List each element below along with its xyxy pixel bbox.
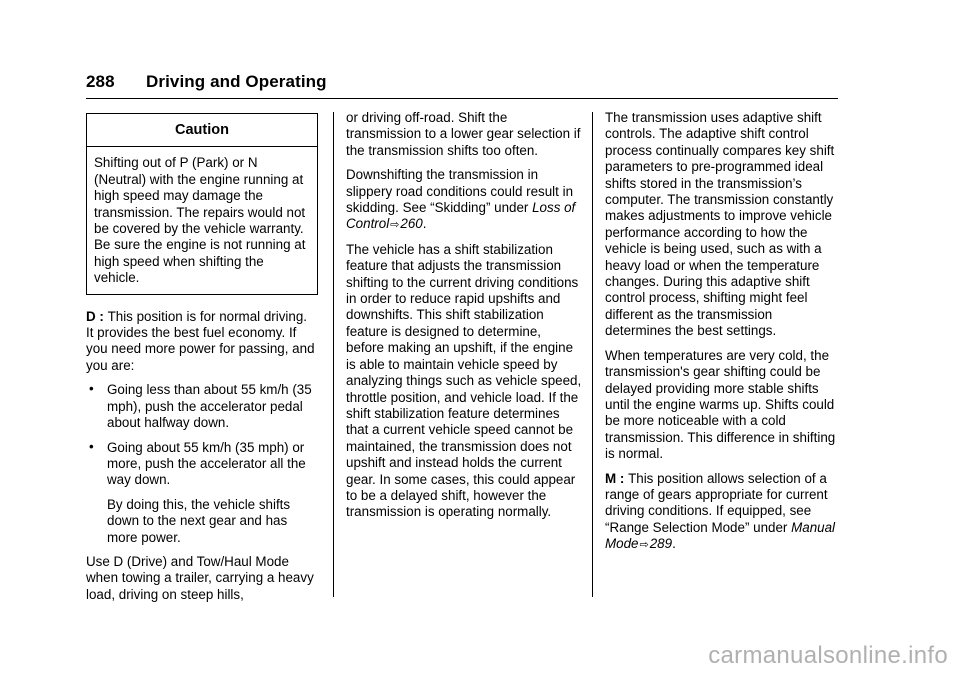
cross-reference-link[interactable]: Manual Mode (605, 519, 836, 552)
page-reference[interactable]: 289 (649, 536, 673, 552)
indented-note: By doing this, the vehicle shifts down to the next gear and has more power. (107, 496, 291, 545)
cross-reference-link[interactable]: Loss of Control (346, 200, 576, 232)
page-number: 288 (86, 72, 115, 91)
period: . (422, 216, 427, 232)
bullet-icon: • (89, 438, 94, 454)
list-item (86, 382, 318, 431)
column-divider-1 (333, 112, 334, 597)
column-divider-2 (592, 112, 593, 597)
manual-term: M : (605, 470, 629, 486)
downshift-paragraph (346, 167, 582, 234)
adaptive-paragraph: The transmission uses adaptive shift controls. The adaptive shift control process continually compares key shift parameters to pre-programmed ideal shifts stored in the transmission’s computer. The transmission constantly makes adjustments to improve vehicle performance according to how the vehicle is being used, such as with a heavy load or when the temperature changes. During this adaptive shift control process, shifting might feel different as the transmission determines the best settings. (605, 110, 835, 339)
downshift-text: Downshifting the transmission in slippery road conditions could result in skidding. See “Skidding” under (346, 167, 574, 216)
list-item-text: Going less than about 55 km/h (35 mph), push the accelerator pedal about halfway down. (107, 382, 312, 431)
list-item (86, 440, 318, 489)
watermark: carmanualsonline.info (708, 642, 948, 669)
drive-term: D : (86, 308, 108, 324)
period: . (672, 536, 676, 552)
manual-text: This position allows selection of a range of gears appropriate for current driving conditions. If equipped, see “Range Selection Mode” under (605, 470, 828, 535)
page-arrow-icon: ⇨ (390, 219, 400, 232)
bullet-icon: • (89, 381, 94, 397)
stabilization-paragraph: The vehicle has a shift stabilization feature that adjusts the transmission shifting to the current driving conditions in order to reduce rapid upshifts and downshifts. This shift stabilization feature is designed to determine, before making an upshift, if the engine is able to maintain vehicle speed by analyzing things such as vehicle speed, throttle position, and vehicle load. If the shift stabilization feature determines that a current vehicle speed cannot be maintained, the transmission does not upshift and instead holds the current gear. In some cases, this could appear to be a delayed shift, however the transmission is operating normally. (346, 241, 582, 520)
column-3 (605, 110, 838, 562)
section-title: Driving and Operating (146, 72, 327, 91)
drive-text: This position is for normal driving. It provides the best fuel economy. If you need more power for passing, and you are: (86, 308, 315, 373)
drive-paragraph (86, 309, 318, 375)
column-1 (86, 110, 318, 611)
cold-temp-paragraph: When temperatures are very cold, the transmission's gear shifting could be delayed providing more stable shifts until the engine warms up. Shifts could be more noticeable with a cold transmission. This difference in shifting is normal. (605, 347, 836, 462)
column-2 (346, 110, 582, 529)
caution-text: Shifting out of P (Park) or N (Neutral) with the engine running at high speed may damage the transmission. The repairs would not be covered by the vehicle warranty. Be sure the engine is not running at high speed when shifting the vehicle. (94, 155, 306, 286)
tow-paragraph: Use D (Drive) and Tow/Haul Mode when towing a trailer, carrying a heavy load, driving on steep hills, (86, 553, 314, 602)
page-header (86, 72, 327, 92)
manual-paragraph (605, 471, 838, 554)
page-reference[interactable]: 260 (400, 216, 423, 232)
page-arrow-icon: ⇨ (639, 539, 649, 552)
list-item-text: Going about 55 km/h (35 mph) or more, push the accelerator all the way down. (107, 439, 306, 488)
caution-title: Caution (87, 114, 317, 147)
offroad-paragraph: or driving off-road. Shift the transmission to a lower gear selection if the transmission shifts too often. (346, 110, 581, 158)
header-rule (86, 98, 838, 99)
caution-box (86, 113, 318, 295)
